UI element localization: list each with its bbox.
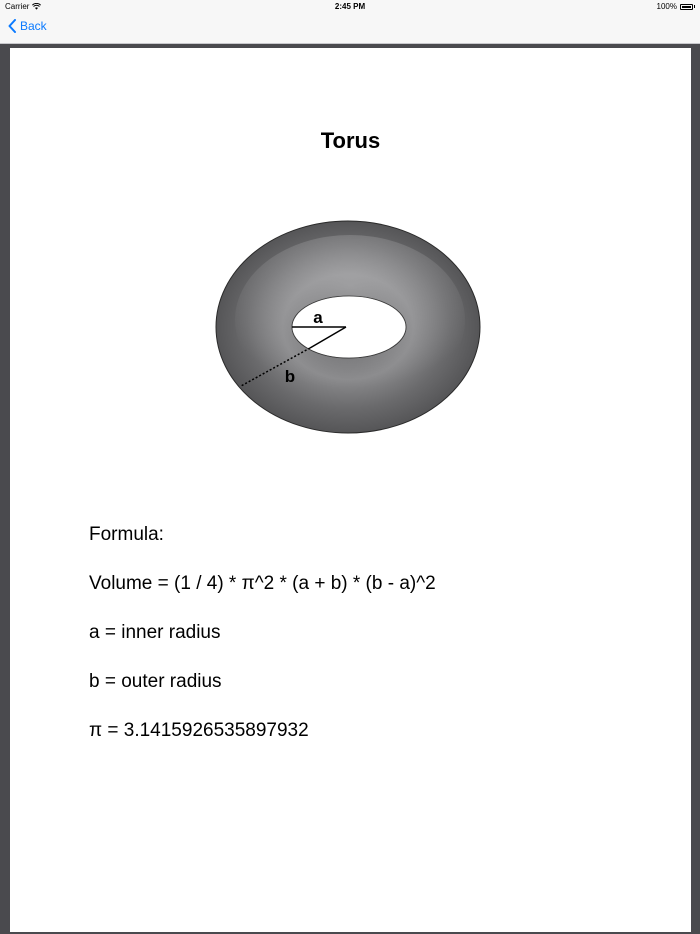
battery-icon <box>680 4 693 10</box>
status-right <box>657 2 695 11</box>
carrier-label: Carrier <box>5 2 30 11</box>
chevron-left-icon <box>8 19 16 33</box>
formula-heading: Formula: <box>89 524 164 545</box>
battery-tip-icon <box>694 5 695 8</box>
label-a: a <box>313 308 323 327</box>
navigation-bar <box>0 14 700 44</box>
back-button[interactable] <box>8 19 47 33</box>
label-b: b <box>284 367 296 386</box>
volume-formula: Volume = (1 / 4) * π^2 * (a + b) * (b - a)^2 <box>89 573 436 594</box>
a-definition: a = inner radius <box>89 622 221 643</box>
b-definition: b = outer radius <box>89 671 222 692</box>
content-card <box>10 48 691 932</box>
pi-value: π = 3.1415926535897932 <box>89 720 309 741</box>
page-title: Torus <box>320 128 381 153</box>
status-time: 2:45 PM <box>334 2 366 11</box>
status-bar <box>0 0 700 14</box>
formula-block <box>89 522 436 767</box>
back-label: Back <box>20 19 47 33</box>
battery-percent: 100% <box>656 2 677 11</box>
torus-figure <box>215 220 485 435</box>
